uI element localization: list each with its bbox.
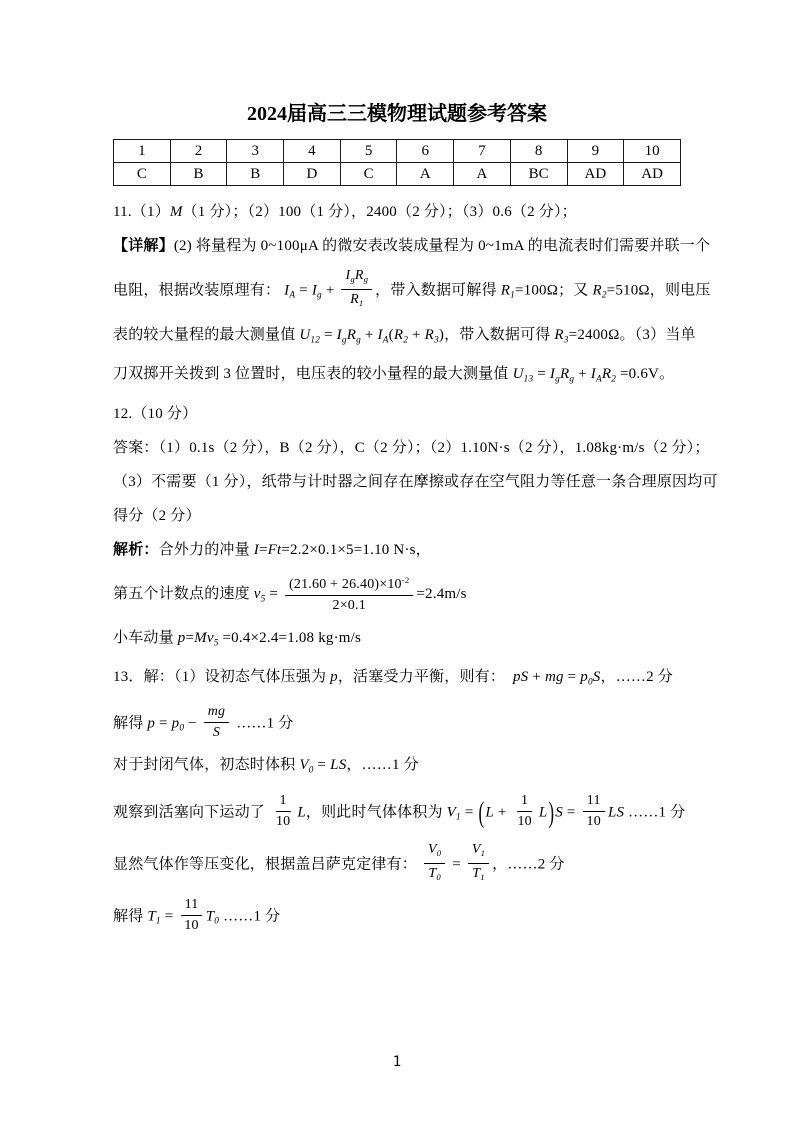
text-segment-m: = bbox=[155, 715, 172, 732]
document-content bbox=[113, 100, 718, 946]
answer-table-header-cell: 9 bbox=[567, 140, 624, 163]
text-segment-m: = bbox=[320, 327, 337, 344]
text-segment-m: 10 bbox=[275, 813, 291, 829]
text-segment-m: 11 bbox=[184, 896, 199, 912]
paragraph bbox=[113, 362, 681, 392]
text-segment-i: I bbox=[253, 541, 259, 558]
text-segment-i: p bbox=[330, 669, 338, 686]
text-segment-i: R bbox=[601, 366, 612, 383]
paragraph bbox=[113, 665, 681, 695]
text-segment-txt: 表的较大量程的最大测量值 bbox=[113, 327, 300, 344]
answer-table-header-cell: 4 bbox=[284, 140, 341, 163]
text-segment-m: + bbox=[321, 282, 339, 299]
text-segment-txt: ，活塞受力平衡，则有： bbox=[337, 669, 513, 686]
fraction-numerator bbox=[468, 840, 489, 864]
text-segment-txt: 。（3）当单 bbox=[619, 327, 696, 344]
text-segment-sub: 2 bbox=[611, 374, 617, 385]
text-segment-i: p bbox=[171, 715, 180, 732]
text-segment-sub: 5 bbox=[260, 593, 266, 604]
text-segment-i: M bbox=[194, 629, 207, 646]
text-segment-i: I bbox=[549, 366, 556, 383]
fraction bbox=[424, 840, 445, 886]
fraction-denominator bbox=[513, 812, 535, 831]
fraction bbox=[513, 791, 535, 831]
text-segment-i: R bbox=[559, 366, 570, 383]
text-segment-txt: 11.（1） bbox=[113, 204, 170, 220]
fraction-numerator bbox=[424, 840, 445, 864]
paragraph bbox=[113, 234, 711, 259]
text-segment-i: I bbox=[284, 282, 290, 299]
fraction bbox=[180, 895, 202, 935]
text-segment-txt: 。 bbox=[659, 366, 675, 383]
text-segment-m: =2400Ω bbox=[568, 327, 620, 344]
text-segment-sub: g bbox=[317, 290, 322, 301]
text-segment-i: I bbox=[336, 327, 342, 344]
text-segment-sub: 1 bbox=[480, 871, 485, 882]
text-segment-txt: ，则电压 bbox=[649, 282, 711, 299]
text-segment-txt: ……1 分 bbox=[232, 715, 294, 732]
text-segment-txt: 小车动量 bbox=[113, 629, 178, 646]
text-segment-i: T bbox=[428, 865, 437, 881]
paragraph bbox=[113, 268, 711, 314]
text-segment-m: =0.6V bbox=[616, 366, 660, 383]
paragraph bbox=[113, 402, 681, 427]
text-segment-i: V bbox=[446, 803, 457, 820]
text-segment-i: pS bbox=[512, 669, 529, 686]
text-segment-txt: ，带入数据可得 bbox=[444, 327, 555, 344]
text-segment-m: =2.2×0.1×5=1.10 N·s， bbox=[281, 541, 431, 558]
fraction-denominator bbox=[272, 812, 294, 831]
text-segment-sub: 13 bbox=[523, 374, 534, 385]
text-segment-txt: 合外力的冲量 bbox=[158, 541, 254, 558]
text-segment-m: = bbox=[460, 803, 478, 820]
text-segment-m: + bbox=[408, 327, 425, 344]
text-segment-b: 【详解】 bbox=[113, 238, 174, 254]
fraction-numerator bbox=[517, 791, 532, 812]
text-segment-txt: （3）不需要（1 分），纸带与计时器之间存在摩擦或存在空气阻力等任意一条合理原因均可 bbox=[113, 473, 718, 490]
fraction-denominator bbox=[468, 864, 489, 886]
text-segment-m: = bbox=[313, 757, 331, 774]
text-segment-m: =0.4×2.4=1.08 kg·m/s bbox=[218, 629, 362, 646]
text-segment-i: LS bbox=[330, 757, 347, 774]
text-segment-m: 10 bbox=[586, 813, 601, 829]
text-segment-txt: 解得 bbox=[113, 908, 148, 925]
document-body bbox=[113, 198, 718, 937]
text-segment-m: ) bbox=[438, 327, 445, 344]
text-segment-i: T bbox=[472, 865, 481, 881]
fraction bbox=[468, 840, 489, 886]
text-segment-sub: 1 bbox=[480, 847, 486, 858]
text-segment-txt: 解得 bbox=[113, 715, 148, 732]
text-segment-i: S bbox=[555, 803, 563, 820]
text-segment-m: = bbox=[185, 629, 195, 646]
text-segment-m: 1 bbox=[279, 792, 287, 808]
text-segment-sub: A bbox=[382, 335, 389, 346]
text-segment-m: = bbox=[265, 585, 283, 602]
text-segment-i: V bbox=[471, 841, 481, 857]
text-segment-i: R bbox=[350, 292, 359, 308]
fraction-numerator bbox=[583, 791, 605, 812]
text-segment-i: R bbox=[346, 327, 357, 344]
text-segment-i: M bbox=[169, 204, 183, 220]
text-segment-i: mg bbox=[544, 669, 564, 686]
text-segment-m: =100Ω bbox=[514, 282, 559, 299]
paragraph bbox=[113, 626, 681, 656]
text-segment-i: L bbox=[297, 803, 306, 820]
text-segment-m: =2.4m/s bbox=[416, 585, 467, 602]
text-segment-m: =510Ω bbox=[606, 282, 650, 299]
text-segment-i: I bbox=[377, 327, 383, 344]
text-segment-sub: 0 bbox=[179, 723, 185, 734]
text-segment-i: LS bbox=[607, 803, 625, 820]
paragraph bbox=[113, 897, 681, 937]
text-segment-txt: 13．解：（1）设初态气体压强为 bbox=[113, 669, 331, 686]
fraction-denominator bbox=[583, 812, 605, 831]
text-segment-txt: ，则此时气体体积为 bbox=[305, 803, 447, 820]
text-segment-b: 解析： bbox=[113, 541, 159, 558]
text-segment-i: I bbox=[590, 366, 596, 383]
text-segment-m: = bbox=[258, 541, 268, 558]
fraction bbox=[272, 791, 294, 831]
text-segment-i: L bbox=[485, 803, 494, 820]
paragraph bbox=[113, 842, 681, 888]
text-segment-i: L bbox=[538, 803, 548, 820]
text-segment-sub: 0 bbox=[587, 677, 593, 688]
answer-table-answer-cell: A bbox=[397, 163, 454, 186]
paragraph bbox=[113, 323, 696, 353]
text-segment-txt: 第五个计数点的速度 bbox=[113, 585, 254, 602]
text-segment-sub: g bbox=[341, 335, 347, 346]
text-segment-i: v bbox=[253, 585, 261, 602]
text-segment-txt: 12.（10 分） bbox=[113, 405, 198, 422]
answer-table-header-cell: 3 bbox=[227, 140, 284, 163]
text-segment-sub: 0 bbox=[436, 847, 442, 858]
text-segment-txt: 得分（2 分） bbox=[113, 507, 201, 524]
answer-table-header-cell: 8 bbox=[510, 140, 567, 163]
answer-table-header-cell: 10 bbox=[624, 140, 681, 163]
text-segment-sub: 1 bbox=[456, 812, 461, 823]
answer-table-answer-cell: C bbox=[114, 163, 171, 186]
answer-table-header-cell: 5 bbox=[340, 140, 397, 163]
fraction-denominator bbox=[180, 916, 202, 935]
text-segment-i: V bbox=[299, 757, 309, 774]
text-segment-m: 1 bbox=[521, 792, 529, 808]
answer-table-answer-row bbox=[114, 163, 681, 186]
text-segment-sub: A bbox=[289, 290, 296, 301]
text-segment-txt: ，……2 分 bbox=[492, 855, 565, 872]
fraction-numerator bbox=[285, 570, 413, 596]
text-segment-txt: （1 分）；（2）100（1 分），2400（2 分）；（3）0.6（2 分）； bbox=[182, 204, 577, 220]
text-segment-i: v bbox=[206, 629, 214, 646]
answer-table-answer-cell: B bbox=[227, 163, 284, 186]
text-segment-i: T bbox=[205, 908, 215, 925]
paragraph bbox=[113, 200, 681, 225]
fraction-numerator bbox=[341, 266, 372, 290]
document-title: 2024届高三三模物理试题参考答案 bbox=[247, 103, 547, 125]
fraction-denominator bbox=[346, 290, 367, 312]
fraction bbox=[583, 791, 605, 831]
text-segment-big: ) bbox=[548, 795, 555, 830]
text-segment-i: T bbox=[147, 908, 156, 925]
text-segment-sub: 3 bbox=[563, 335, 569, 346]
text-segment-m: = bbox=[295, 282, 312, 299]
text-segment-i: R bbox=[354, 268, 364, 283]
paragraph bbox=[113, 753, 681, 783]
text-segment-txt: (2) 将量程为 0~100μA 的微安表改装成量程为 0~1mA 的电流表时们需要并联一个 bbox=[173, 238, 711, 254]
text-segment-sub: 0 bbox=[436, 871, 441, 882]
text-segment-sub: A bbox=[595, 374, 602, 385]
fraction-numerator bbox=[181, 895, 203, 916]
text-segment-sub: g bbox=[350, 274, 355, 285]
text-segment-m: ( bbox=[388, 327, 394, 344]
text-segment-i: R bbox=[424, 327, 434, 344]
text-segment-i: mg bbox=[207, 704, 226, 720]
text-segment-i: R bbox=[500, 282, 511, 299]
fraction-denominator bbox=[424, 864, 445, 886]
text-segment-txt: ……1 分 bbox=[219, 908, 281, 925]
answer-table-answer-cell: D bbox=[284, 163, 341, 186]
text-segment-m: + bbox=[528, 669, 545, 686]
text-segment-m: − bbox=[184, 715, 201, 732]
text-segment-i: U bbox=[512, 366, 524, 383]
answer-table-header-row bbox=[114, 140, 681, 163]
fraction-numerator bbox=[204, 702, 230, 723]
paragraph bbox=[113, 704, 681, 744]
fraction bbox=[204, 702, 230, 742]
text-segment-sub: 0 bbox=[308, 765, 314, 776]
paragraph bbox=[113, 470, 718, 495]
paragraph bbox=[113, 436, 710, 461]
answer-table-answer-cell: AD bbox=[567, 163, 624, 186]
text-segment-txt: ，……1 分 bbox=[346, 757, 419, 774]
text-segment-txt: 刀双掷开关拨到 3 位置时，电压表的较小量程的最大测量值 bbox=[113, 366, 513, 383]
text-segment-txt: ；又 bbox=[558, 282, 593, 299]
text-segment-i: p bbox=[147, 715, 156, 732]
text-segment-sub: 2 bbox=[403, 335, 409, 346]
answer-table-header-cell: 6 bbox=[397, 140, 454, 163]
text-segment-sub: 0 bbox=[214, 916, 220, 927]
text-segment-m: (21.60 + 26.40)×10 bbox=[289, 576, 402, 592]
paragraph bbox=[113, 792, 686, 833]
answer-table-header-cell: 2 bbox=[170, 140, 227, 163]
text-segment-sub: 12 bbox=[310, 335, 321, 346]
text-segment-sup: -2 bbox=[401, 574, 410, 585]
text-segment-txt: ，带入数据可解得 bbox=[375, 282, 501, 299]
text-segment-txt: 显然气体作等压变化，根据盖吕萨克定律有： bbox=[113, 855, 421, 872]
text-segment-m: + bbox=[574, 366, 591, 383]
fraction-denominator bbox=[329, 596, 370, 615]
text-segment-sub: g bbox=[356, 335, 361, 346]
text-segment-i: V bbox=[427, 841, 437, 857]
text-segment-m: = bbox=[533, 366, 550, 383]
fraction bbox=[285, 570, 413, 615]
text-segment-sub: 1 bbox=[155, 916, 161, 927]
text-segment-m: + bbox=[360, 327, 378, 344]
text-segment-sub: 5 bbox=[213, 638, 219, 649]
page-number: 1 bbox=[392, 1054, 402, 1070]
answer-table-answer-cell: AD bbox=[624, 163, 681, 186]
paragraph bbox=[113, 504, 681, 529]
answer-table-answer-cell: BC bbox=[510, 163, 567, 186]
text-segment-i: I bbox=[345, 268, 351, 283]
text-segment-i: R bbox=[592, 282, 602, 299]
text-segment-txt: 观察到活塞向下运动了 bbox=[113, 803, 269, 820]
text-segment-txt: 答案：（1）0.1s（2 分），B（2 分），C（2 分）；（2）1.10N·s（2 分），1.08kg·m/s（2 分）； bbox=[113, 439, 710, 456]
text-segment-i: S bbox=[212, 725, 221, 741]
answer-table bbox=[113, 139, 681, 186]
answer-table-header-cell: 1 bbox=[114, 140, 171, 163]
text-segment-sub: g bbox=[363, 274, 369, 285]
answer-table-header-cell: 7 bbox=[454, 140, 511, 163]
text-segment-sub: g bbox=[569, 374, 575, 385]
text-segment-m: 11 bbox=[586, 792, 601, 808]
fraction-denominator bbox=[209, 723, 224, 742]
text-segment-m: 10 bbox=[517, 813, 532, 829]
fraction-numerator bbox=[276, 791, 291, 812]
text-segment-i: R bbox=[393, 327, 404, 344]
text-segment-m: = bbox=[562, 803, 580, 820]
text-segment-txt: ……1 分 bbox=[624, 803, 686, 820]
text-segment-txt: 电阻，根据改装原理有： bbox=[113, 282, 285, 299]
text-segment-m: = bbox=[160, 908, 178, 925]
text-segment-sub: 3 bbox=[434, 335, 439, 346]
text-segment-sub: g bbox=[555, 374, 560, 385]
text-segment-sub: 1 bbox=[358, 298, 364, 309]
text-segment-m: 10 bbox=[184, 917, 199, 933]
text-segment-i: I bbox=[311, 282, 318, 299]
text-segment-i: R bbox=[554, 327, 564, 344]
paragraph bbox=[113, 538, 681, 563]
paragraph bbox=[113, 572, 681, 617]
text-segment-sub: 2 bbox=[601, 290, 607, 301]
text-segment-sub: 1 bbox=[510, 290, 515, 301]
answer-table-answer-cell: C bbox=[340, 163, 397, 186]
text-segment-i: p bbox=[580, 669, 588, 686]
fraction bbox=[341, 266, 372, 312]
text-segment-i: S bbox=[592, 669, 601, 686]
text-segment-big: ( bbox=[478, 795, 485, 830]
text-segment-i: U bbox=[299, 327, 311, 344]
text-segment-txt: 对于封闭气体，初态时体积 bbox=[113, 757, 300, 774]
text-segment-txt: ，……2 分 bbox=[600, 669, 673, 686]
text-segment-m: + bbox=[493, 803, 511, 820]
answer-table-answer-cell: A bbox=[454, 163, 511, 186]
text-segment-i: p bbox=[177, 629, 186, 646]
text-segment-i: Ft bbox=[267, 541, 282, 558]
text-segment-m: = bbox=[448, 855, 465, 872]
answer-table-answer-cell: B bbox=[170, 163, 227, 186]
text-segment-m: = bbox=[563, 669, 581, 686]
text-segment-m: 2×0.1 bbox=[332, 597, 366, 613]
